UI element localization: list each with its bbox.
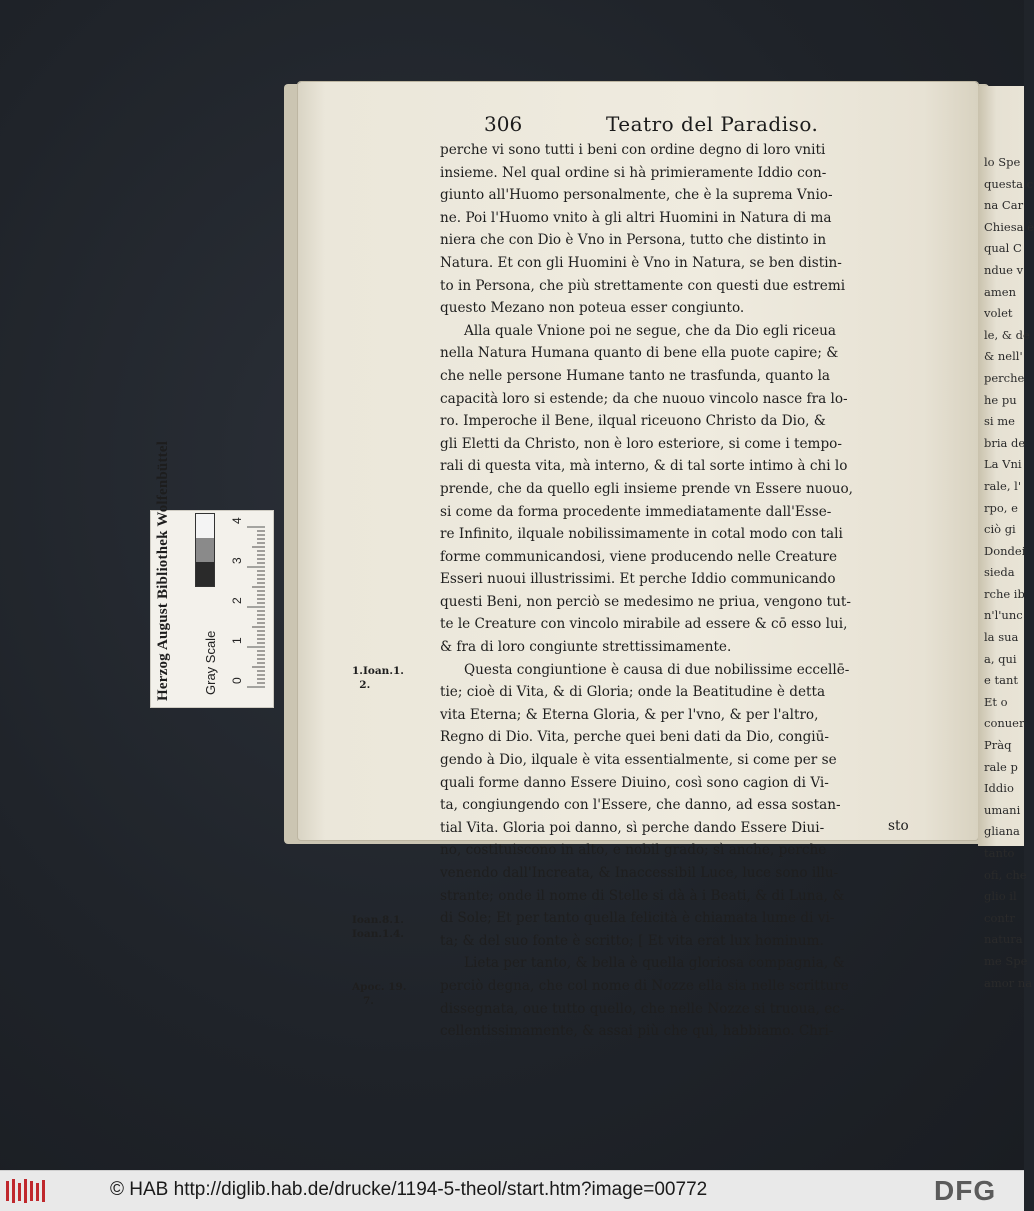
text-line: venendo dall'Increata, & Inaccessibil Luce, luce sono illu- — [440, 865, 839, 881]
adjacent-page-fragment: questa c — [984, 176, 1034, 191]
adjacent-page-fragment: rale, l' — [984, 478, 1021, 493]
text-line: re Infinito, ilquale nobilissimamente in cotal modo con tali — [440, 526, 843, 543]
ruler-number: 1 — [230, 637, 244, 644]
ruler-number: 2 — [230, 597, 244, 604]
adjacent-page-fragment: ofi, che — [984, 867, 1027, 882]
adjacent-page-fragment: conuer — [984, 716, 1025, 731]
dfg-logo: DFG — [934, 1175, 997, 1206]
adjacent-page-fragment: me Spe — [984, 953, 1028, 968]
adjacent-page-fragment: sieda — [984, 565, 1015, 580]
text-line: ta, congiungendo con l'Essere, che danno, ad essa sostan- — [440, 797, 841, 814]
adjacent-page-fragment: Iddio — [984, 781, 1014, 796]
margin-note: Apoc. 19. 7. — [352, 981, 407, 1008]
adjacent-page-fragment: lo Spe — [984, 155, 1021, 169]
adjacent-page-fragment: & nell' — [984, 349, 1023, 364]
gray-scale-swatches — [195, 513, 215, 587]
ruler-number: 3 — [230, 557, 244, 564]
adjacent-page-fragment: tanto — [984, 846, 1015, 860]
text-line: te le Creature con vincolo mirabile ad essere & cō esso lui, — [440, 616, 848, 633]
text-line: ro. Imperoche il Bene, ilqual riceuono Christo da Dio, & — [440, 413, 826, 430]
page-number: 306 — [484, 112, 523, 136]
gray-swatch-dark — [196, 562, 214, 586]
adjacent-page-fragment: natura — [984, 932, 1023, 947]
text-line: dissegnata, oue tutto quello, che nelle Nozze si truoua, ec- — [440, 1000, 845, 1017]
ruler-number: 0 — [230, 677, 244, 684]
adjacent-page-fragment: a, qui — [984, 651, 1017, 666]
text-line: si come da forma procedente immediatamente dall'Esse- — [440, 503, 832, 520]
text-line: perche vi sono tutti i beni con ordine degno di loro vniti — [440, 142, 826, 158]
text-line: Lieta per tanto, & bella è quella gloriosa compagnia, & — [464, 955, 845, 972]
adjacent-page-fragment: bria de — [984, 435, 1026, 450]
text-line: questo Mezano non poteua esser congiunto. — [440, 300, 745, 317]
adjacent-page-fragment: amen — [984, 284, 1016, 299]
text-line: tial Vita. Gloria poi danno, sì perche dando Essere Diui- — [440, 819, 825, 836]
text-line: ta; & del suo fonte è scritto; [ Et vita erat lux hominum. — [440, 932, 824, 949]
text-line: to in Persona, che più strettamente con questi due estremi — [440, 277, 846, 294]
text-line: che nelle persone Humane tanto ne trasfunda, quanto la — [440, 367, 831, 384]
text-line: prende, che da quello egli insieme prende vn Essere nuouo, — [440, 480, 854, 497]
adjacent-page-fragment: Dondei — [984, 543, 1026, 558]
footer-bar — [0, 1170, 1024, 1211]
text-line: Alla quale Vnione poi ne segue, che da Dio egli riceua — [464, 322, 837, 339]
adjacent-page-fragment: rale p — [984, 759, 1018, 774]
adjacent-page-fragment: qual C — [984, 241, 1022, 256]
running-head: Teatro del Paradiso. — [606, 112, 819, 136]
adjacent-page-fragment: gliana — [984, 824, 1020, 839]
text-line: Regno di Dio. Vita, perche quei beni dati da Dio, congiū- — [440, 729, 829, 746]
adjacent-page-fragment: ndue v — [984, 262, 1024, 277]
adjacent-page-fragment: umani — [984, 802, 1021, 817]
gray-swatch-light — [196, 514, 214, 538]
text-line: perciò degna, che col nome di Nozze ella sia nelle scritture — [440, 977, 849, 994]
text-line: tie; cioè di Vita, & di Gloria; onde la Beatitudine è detta — [440, 684, 826, 701]
adjacent-page-fragment: La Vni — [984, 457, 1022, 472]
margin-note: Ioan.8.1. Ioan.1.4. — [352, 913, 404, 940]
adjacent-page-fragment: Pràq — [984, 738, 1012, 753]
adjacent-page-fragment: si me — [984, 414, 1015, 429]
text-line: rali di questa vita, mà interno, & di tal sorte intimo à chi lo — [440, 458, 848, 475]
adjacent-page-fragment: n'l'unc — [984, 608, 1023, 623]
text-line: Esseri nuoui illustrissimi. Et perche Iddio communicando — [440, 571, 836, 588]
adjacent-page-fragment: ciò gi — [984, 522, 1016, 537]
text-line: vita Eterna; & Eterna Gloria, & per l'vno, & per l'altro, — [440, 706, 819, 723]
text-line: strante; onde il nome di Stelle si dà à i Beati, & di Luna, & — [440, 887, 845, 904]
adjacent-page-text — [978, 152, 1034, 994]
scale-card-title: Herzog August Bibliothek Wolfenbüttel — [155, 440, 171, 701]
adjacent-page-fragment: la sua — [984, 630, 1019, 645]
adjacent-page-fragment: perche — [984, 370, 1025, 385]
catchword: sto — [888, 818, 909, 834]
page-body-text — [440, 139, 966, 1043]
text-line: forme communicandosi, viene producendo nelle Creature — [440, 548, 838, 565]
text-line: & fra di loro congiunte strettissimamente. — [440, 639, 732, 656]
gray-swatch-mid — [196, 538, 214, 562]
text-line: insieme. Nel qual ordine si hà primieramente Iddio con- — [440, 164, 827, 181]
adjacent-page-fragment: Chiesa è — [984, 219, 1034, 234]
text-line: quali forme danno Essere Diuino, così sono cagion di Vi- — [440, 774, 829, 791]
text-line: gli Eletti da Christo, non è loro esteriore, si come i tempo- — [440, 435, 842, 452]
text-line: ne. Poi l'Huomo vnito à gli altri Huomini in Natura di ma — [440, 209, 832, 226]
adjacent-page-fragment: e tant — [984, 673, 1018, 688]
text-line: niera che con Dio è Vno in Persona, tutto che distinto in — [440, 232, 827, 249]
gray-scale-label: Gray Scale — [203, 630, 218, 695]
adjacent-page-fragment: contr — [984, 910, 1015, 925]
gray-scale-card — [150, 440, 272, 708]
copyright-url[interactable]: © HAB http://diglib.hab.de/drucke/1194-5-theol/start.htm?image=00772 — [110, 1179, 708, 1200]
text-line: questi Beni, non perciò se medesimo ne priua, vengono tut- — [440, 593, 851, 610]
adjacent-page-fragment: amor na — [984, 975, 1033, 990]
text-line: Natura. Et con gli Huomini è Vno in Natura, se ben distin- — [440, 254, 842, 271]
text-line: nella Natura Humana quanto di bene ella puote capire; & — [440, 345, 839, 362]
ruler-number: 4 — [230, 517, 244, 524]
adjacent-page-edge — [978, 86, 1034, 990]
centimeter-ruler — [229, 517, 265, 697]
text-line: capacità loro si estende; da che nuouo vincolo nasce fra lo- — [440, 390, 848, 407]
adjacent-page-fragment: rche ib — [984, 586, 1025, 601]
text-line: giunto all'Huomo personalmente, che è la suprema Vnio- — [440, 187, 833, 204]
text-line: no, costituiscono in alto, e nobil grado; sì anche, perche — [440, 842, 827, 859]
adjacent-page-fragment: le, & de — [984, 327, 1030, 342]
hab-logo-icon — [4, 1177, 48, 1205]
text-line: gendo à Dio, ilquale è vita essentialmente, si come per se — [440, 752, 837, 769]
text-line: cellentissimamente, & assai più che quì, habbiamo. Chri- — [440, 1023, 834, 1040]
adjacent-page-fragment: rpo, e — [984, 500, 1018, 515]
page-header — [484, 112, 864, 142]
adjacent-page-fragment: he pu — [984, 392, 1017, 407]
text-line: Questa congiuntione è causa di due nobilissime eccellē- — [464, 661, 850, 678]
adjacent-page-fragment: glio il — [984, 889, 1017, 904]
margin-note: 1.Ioan.1. 2. — [352, 665, 404, 691]
adjacent-page-fragment: Et o — [984, 694, 1008, 709]
adjacent-page-fragment: volet — [984, 306, 1013, 321]
text-line: di Sole; Et per tanto quella felicità è chiamata lume di vi- — [440, 910, 835, 927]
adjacent-page-fragment: na Car — [984, 198, 1024, 213]
